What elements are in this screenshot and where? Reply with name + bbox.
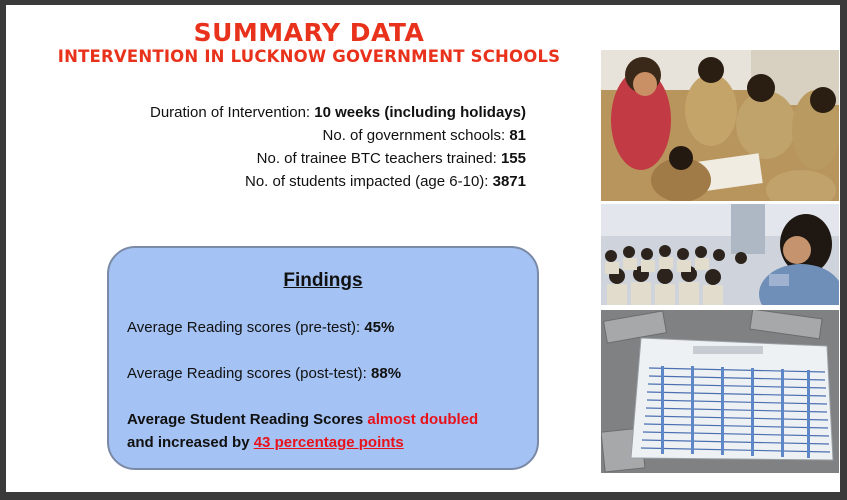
conclusion-highlight: almost doubled (367, 411, 479, 428)
post-test-score (127, 365, 401, 382)
stat-teachers (6, 147, 526, 170)
stat-label: No. of students impacted (age 6-10): (244, 173, 493, 190)
audience-photo-image (601, 204, 839, 305)
score-sheet-photo (601, 310, 839, 473)
conclusion-text: Average Student Reading Scores (127, 411, 368, 428)
stat-label: No. of government schools: (322, 127, 510, 144)
post-test-value: 88% (371, 365, 402, 382)
conclusion-line-1 (127, 411, 478, 428)
stat-value: 3871 (492, 173, 526, 190)
post-test-label: Average Reading scores (post-test): (127, 365, 372, 382)
stat-schools (6, 124, 526, 147)
stat-value: 10 weeks (including holidays) (314, 104, 526, 121)
stat-value: 81 (509, 127, 526, 144)
findings-box (107, 246, 539, 470)
pre-test-score (127, 319, 394, 336)
summary-stats (6, 101, 526, 193)
findings-heading: Findings (283, 270, 363, 291)
conclusion-line-2 (127, 434, 404, 451)
slide-subtitle: INTERVENTION IN LUCKNOW GOVERNMENT SCHOOLS (57, 47, 561, 66)
slide-title: SUMMARY DATA (193, 18, 425, 47)
conclusion-text: and increased by (127, 434, 254, 451)
audience-photo (601, 204, 839, 305)
score-sheet-photo-image (601, 310, 839, 473)
classroom-photo (601, 50, 839, 201)
classroom-photo-image (601, 50, 839, 201)
stat-label: No. of trainee BTC teachers trained: (256, 150, 501, 167)
conclusion-highlight-points: 43 percentage points (253, 434, 404, 451)
pre-test-label: Average Reading scores (pre-test): (127, 319, 365, 336)
stat-students (6, 170, 526, 193)
stat-label: Duration of Intervention: (150, 104, 315, 121)
stat-duration (6, 101, 526, 124)
slide (6, 5, 840, 492)
stat-value: 155 (500, 150, 526, 167)
pre-test-value: 45% (364, 319, 395, 336)
